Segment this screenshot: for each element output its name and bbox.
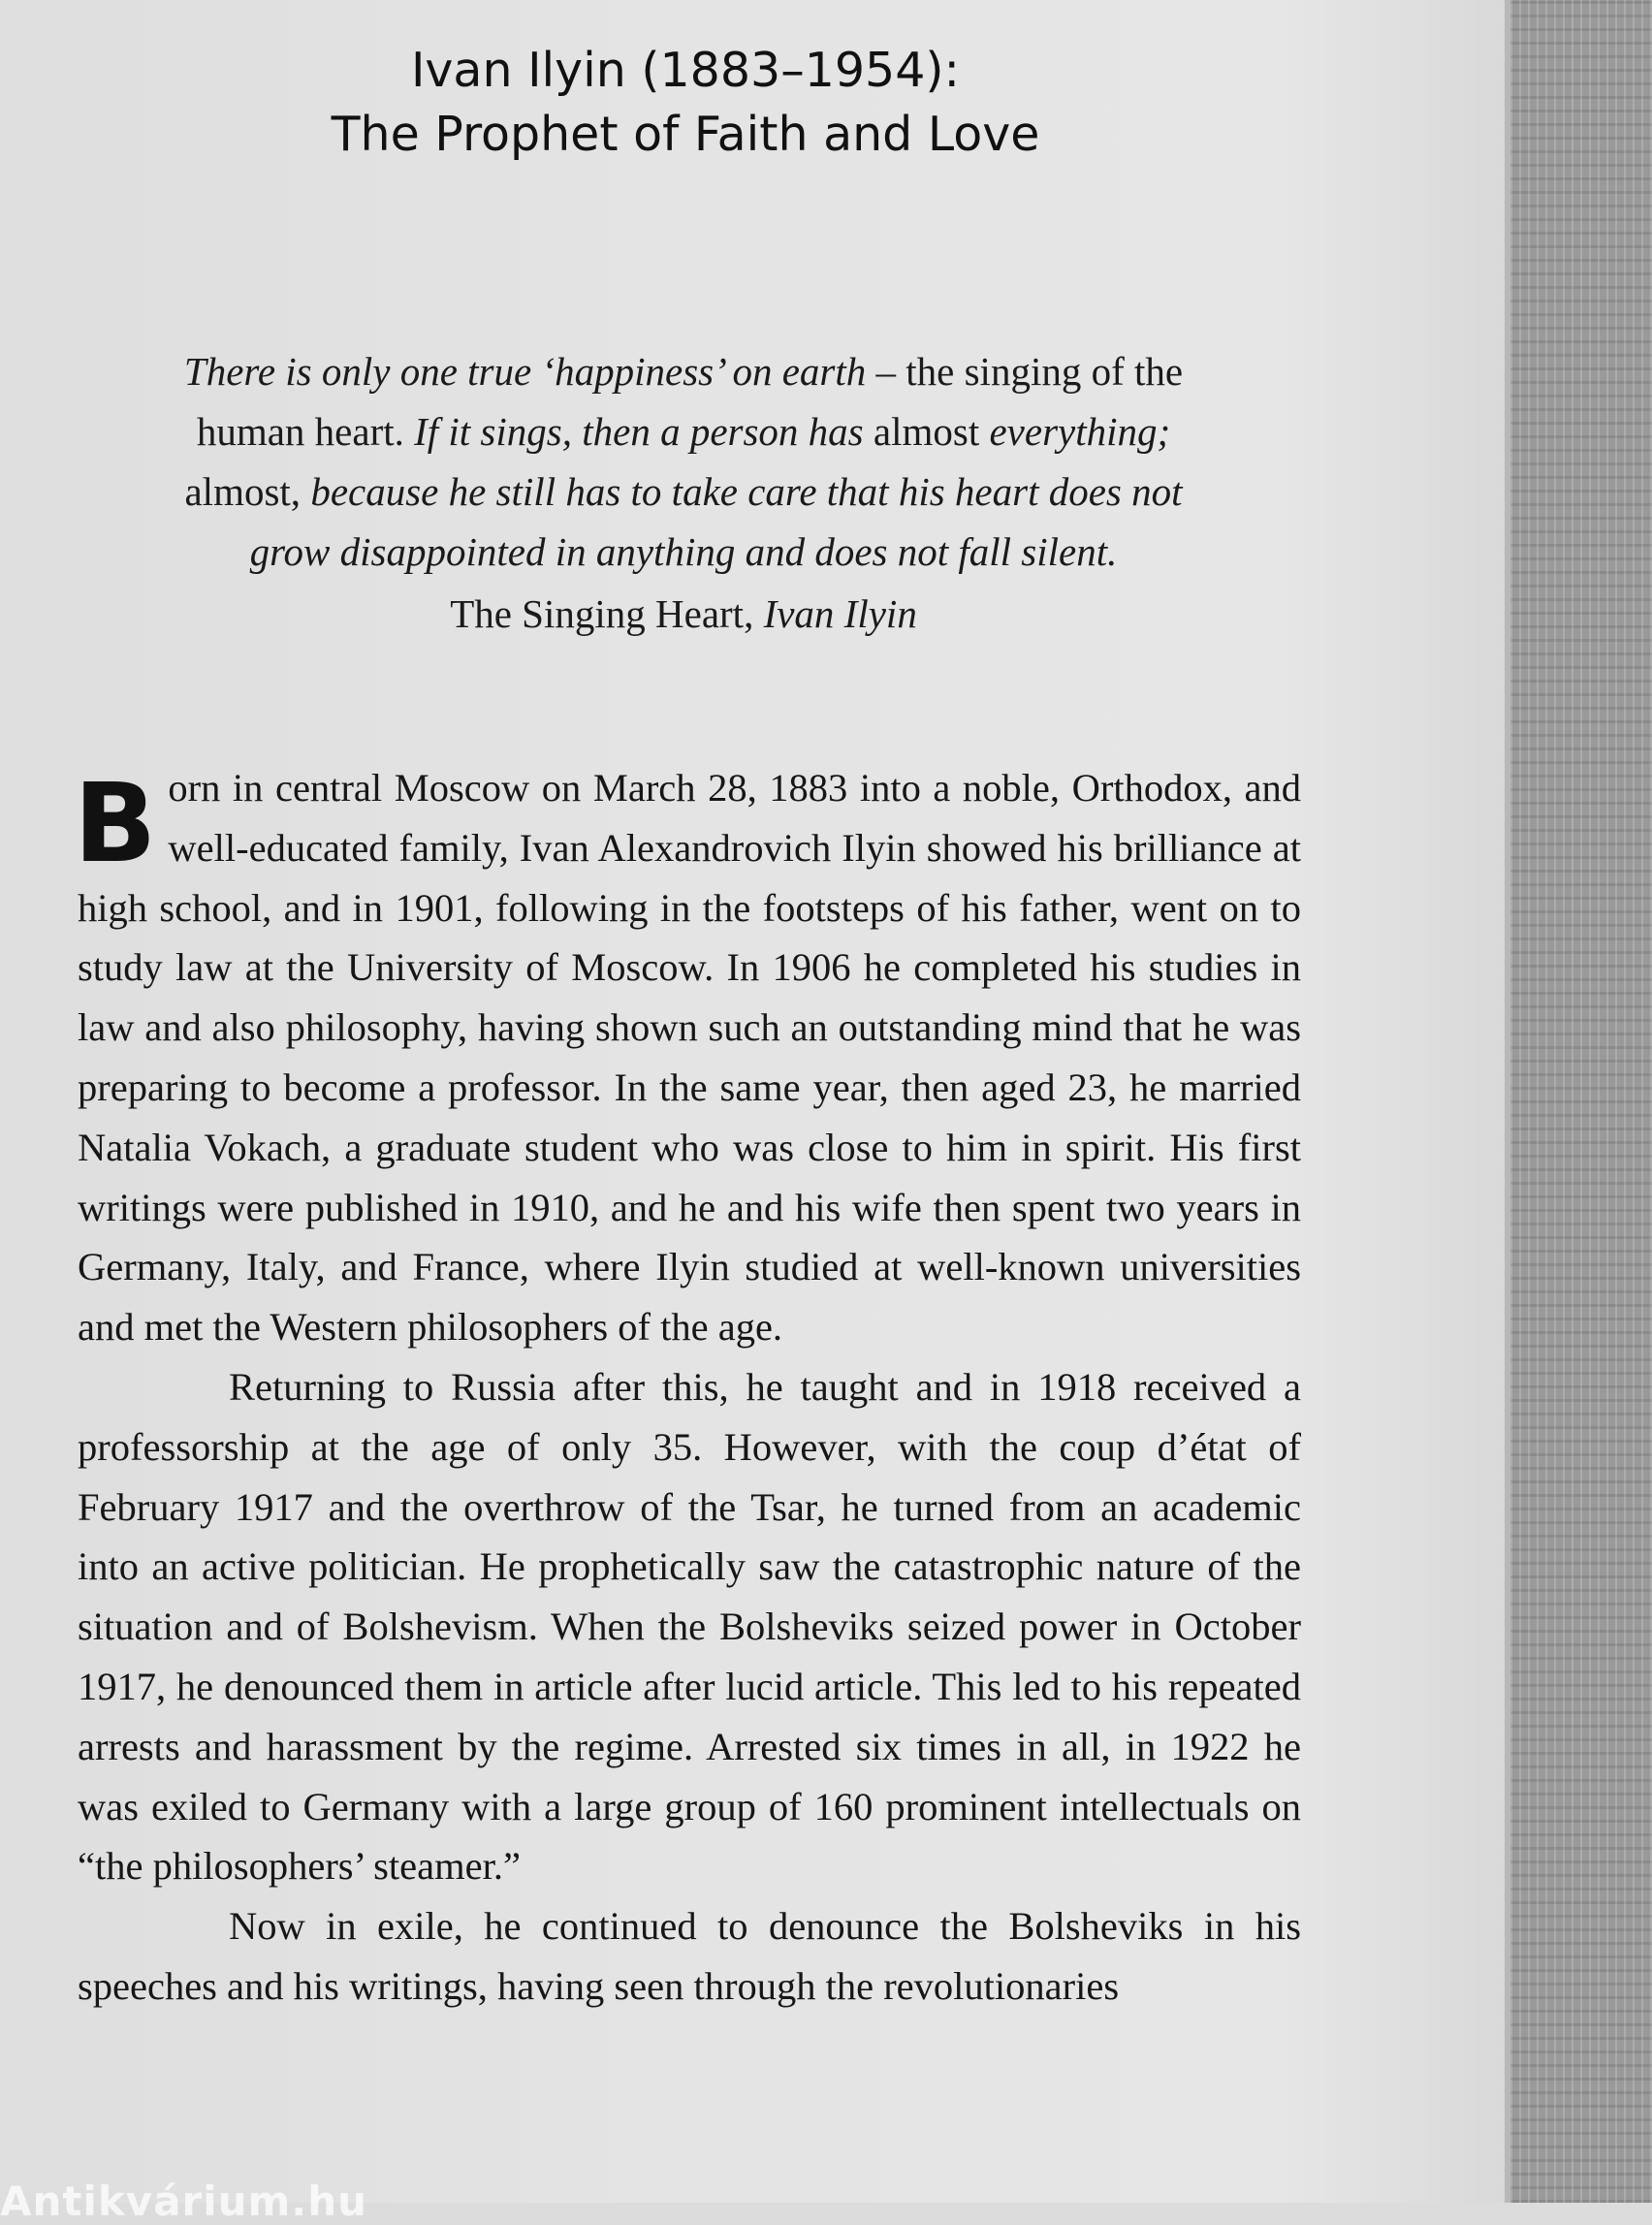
drop-cap: B [74, 761, 157, 887]
epigraph-italic-text: everything; [989, 409, 1171, 454]
book-spine-background [1505, 0, 1652, 2203]
chapter-title-line-1: Ivan Ilyin (1883–1954): [410, 43, 961, 98]
epigraph-line-2 [145, 401, 1222, 461]
epigraph-line-4 [145, 522, 1222, 582]
epigraph-text: human heart. [196, 409, 415, 454]
epigraph-italic-text: There is only one true ‘happiness’ on earth [183, 349, 867, 394]
epigraph-text: – the singing of the [866, 349, 1184, 394]
epigraph-italic-text: If it sings, then a person has [414, 409, 864, 454]
chapter-title [0, 39, 1371, 167]
epigraph-line-1 [145, 341, 1222, 401]
epigraph-text: almost [863, 409, 990, 454]
paragraph-3: Now in exile, he continued to denounce the Bolsheviks in his speeches and his writings, having seen through the revolutionaries [78, 1904, 1301, 2008]
epigraph-italic-text: grow disappointed in anything and does not fall silent. [249, 529, 1118, 574]
epigraph-line-3 [145, 461, 1222, 522]
epigraph-italic-text: because he still has to take care that his heart does not [310, 469, 1183, 514]
epigraph-text: almost, [184, 469, 311, 514]
watermark-logo: Antikvárium.hu [0, 2177, 368, 2225]
epigraph-source [145, 584, 1222, 644]
chapter-title-line-2: The Prophet of Faith and Love [331, 107, 1040, 162]
paragraph-1-text: orn in central Moscow on March 28, 1883 into a noble, Orthodox, and well-educated family, Ivan Alexandrovich Ilyin showed his brilliance at high school, and in 1901, following in the footsteps of his father, went on to study law at the University of Moscow. In 1906 he completed his studies in law and also philosophy, having shown such an outstanding mind that he was preparing to become a professor. In the same year, then aged 23, he married Natalia Vokach, a graduate student who was close to him in spirit. His first writings were published in 1910, and he and his wife then spent two years in Germany, Italy, and France, where Ilyin studied at well-known universities and met the Western philosophers of the age. [78, 766, 1301, 1350]
epigraph [145, 341, 1222, 644]
paragraph-2: Returning to Russia after this, he taught and in 1918 received a professorship at the age of only 35. However, with the coup d’état of February 1917 and the overthrow of the Tsar, he turned from an academic into an active politician. He prophetically saw the catastrophic nature of the situation and of Bolshevism. When the Bolsheviks seized power in October 1917, he denounced them in article after lucid article. This led to his repeated arrests and harassment by the regime. Arrested six times in all, in 1922 he was exiled to Germany with a large group of 160 prominent intellectuals on “the philosophers’ steamer.” [78, 1364, 1301, 1889]
epigraph-source-title: The Singing Heart, [450, 591, 764, 636]
paragraph-1 [74, 758, 1301, 1357]
body-text [74, 758, 1301, 2017]
epigraph-source-author: Ivan Ilyin [763, 591, 917, 636]
